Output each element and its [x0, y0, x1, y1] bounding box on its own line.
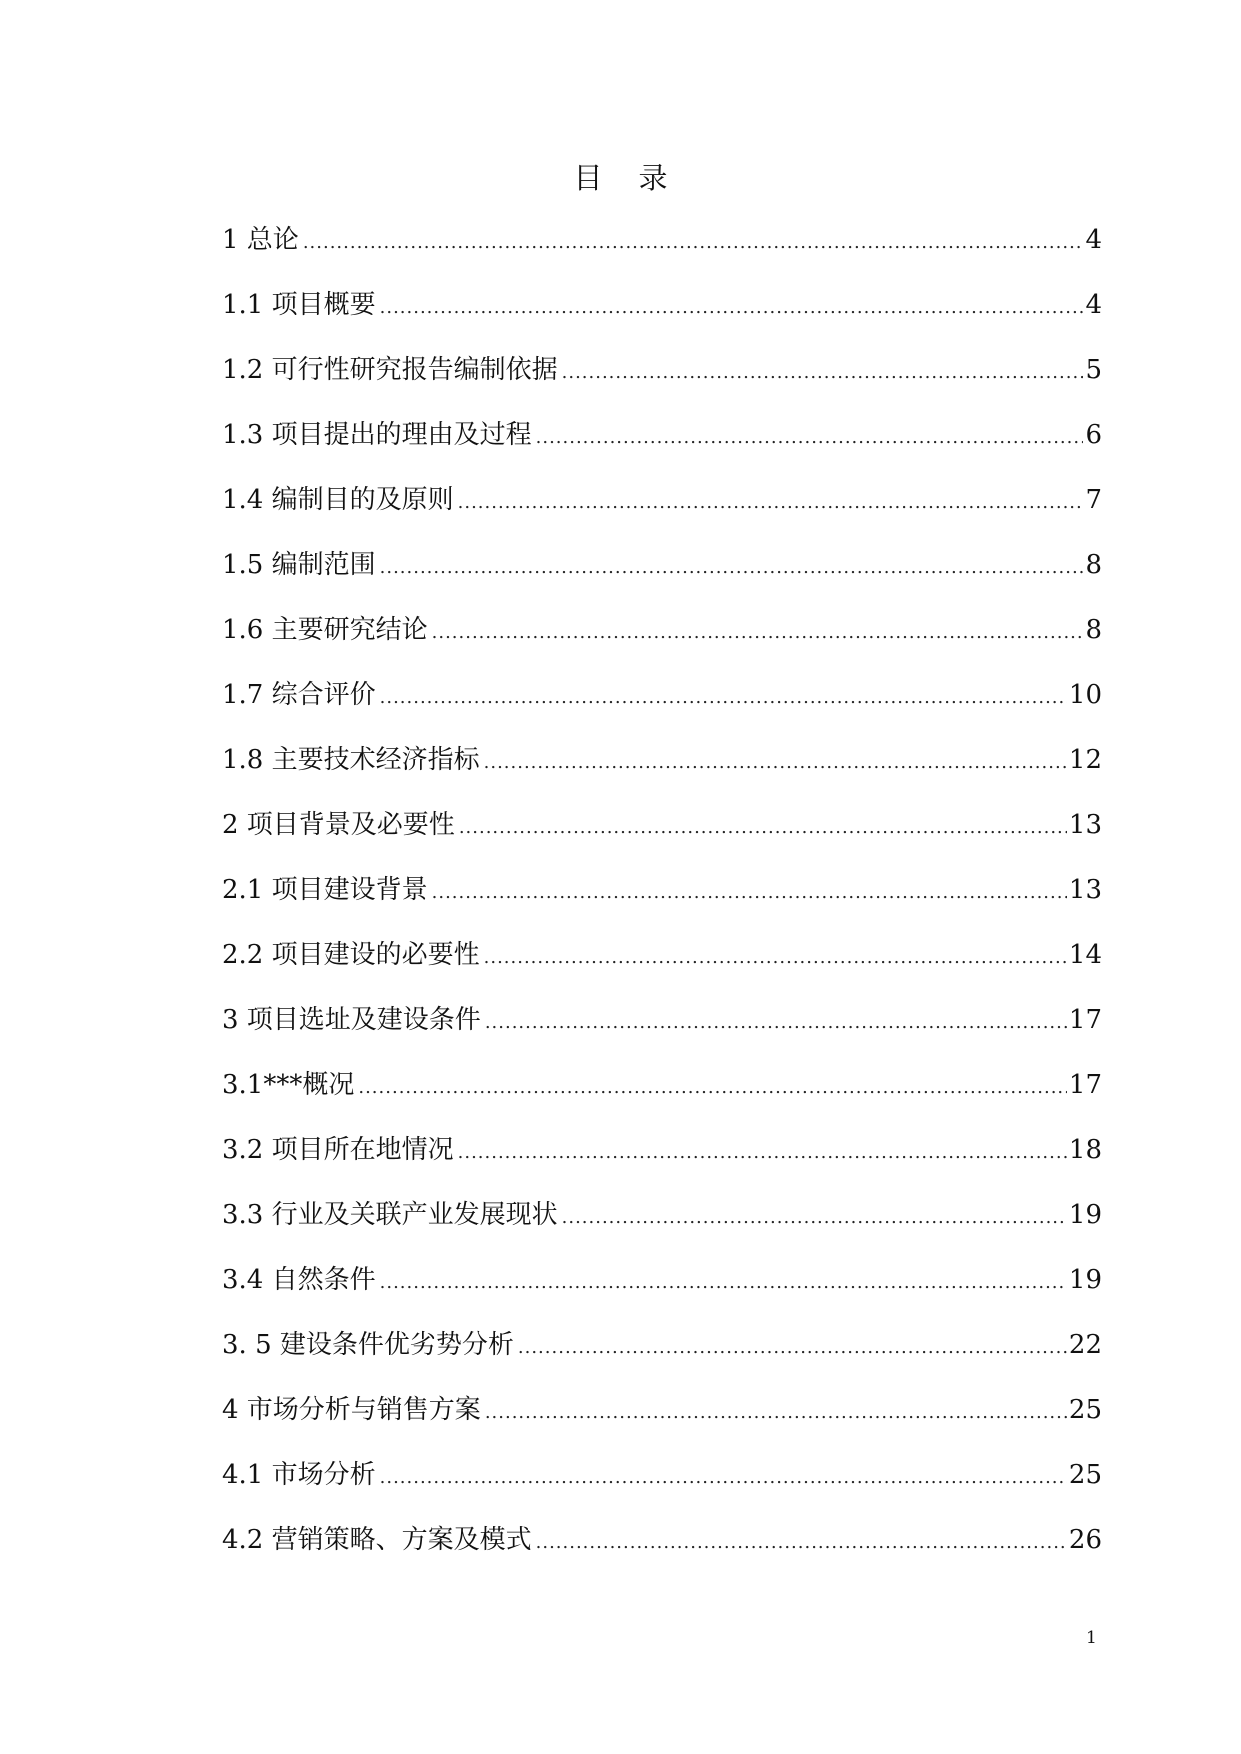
toc-entry-label: 1 总论 — [222, 225, 299, 255]
page-title-part-1: 目 — [573, 161, 603, 195]
toc-dot-leader — [432, 615, 1084, 651]
toc-entry[interactable] — [222, 287, 1102, 352]
toc-dot-leader — [303, 225, 1084, 261]
toc-entry-label: 3. 5 建设条件优劣势分析 — [222, 1330, 514, 1360]
toc-entry-label: 2.2 项目建设的必要性 — [222, 940, 480, 970]
toc-entry-label: 3 项目选址及建设条件 — [222, 1005, 481, 1035]
toc-entry[interactable] — [222, 1132, 1102, 1197]
toc-entry-page: 12 — [1068, 745, 1102, 775]
toc-entry-label: 4 市场分析与销售方案 — [222, 1395, 481, 1425]
toc-entry-label: 1.6 主要研究结论 — [222, 615, 428, 645]
toc-entry-page: 25 — [1068, 1395, 1102, 1425]
toc-entry-label: 1.7 综合评价 — [222, 680, 376, 710]
toc-entry-page: 7 — [1085, 485, 1102, 515]
toc-entry-page: 4 — [1085, 290, 1102, 320]
toc-entry-page: 19 — [1068, 1265, 1102, 1295]
toc-entry-label: 3.3 行业及关联产业发展现状 — [222, 1200, 558, 1230]
toc-entry[interactable] — [222, 352, 1102, 417]
toc-entry-page: 17 — [1068, 1070, 1102, 1100]
toc-dot-leader — [485, 1005, 1067, 1041]
toc-entry[interactable] — [222, 1067, 1102, 1132]
toc-entry-page: 17 — [1068, 1005, 1102, 1035]
toc-entry-page: 13 — [1068, 810, 1102, 840]
toc-entry-label: 3.4 自然条件 — [222, 1265, 376, 1295]
toc-entry-page: 19 — [1068, 1200, 1102, 1230]
toc-dot-leader — [380, 1265, 1067, 1301]
toc-entry-label: 2 项目背景及必要性 — [222, 810, 455, 840]
toc-entry-page: 5 — [1085, 355, 1102, 385]
toc-dot-leader — [536, 1525, 1067, 1561]
toc-entry-label: 3.2 项目所在地情况 — [222, 1135, 454, 1165]
toc-entry[interactable] — [222, 1002, 1102, 1067]
toc-dot-leader — [380, 290, 1084, 326]
toc-entry-page: 4 — [1085, 225, 1102, 255]
toc-entry-page: 6 — [1085, 420, 1102, 450]
toc-entry-page: 10 — [1068, 680, 1102, 710]
toc-dot-leader — [458, 1135, 1067, 1171]
toc-entry[interactable] — [222, 547, 1102, 612]
toc-entry[interactable] — [222, 807, 1102, 872]
toc-entry[interactable] — [222, 742, 1102, 807]
toc-dot-leader — [484, 940, 1067, 976]
toc-entry-label: 1.3 项目提出的理由及过程 — [222, 420, 532, 450]
toc-entry-page: 13 — [1068, 875, 1102, 905]
toc-entry-label: 4.1 市场分析 — [222, 1460, 376, 1490]
toc-entry-page: 26 — [1068, 1525, 1102, 1555]
toc-entry-label: 2.1 项目建设背景 — [222, 875, 428, 905]
toc-entry[interactable] — [222, 1197, 1102, 1262]
toc-dot-leader — [358, 1070, 1067, 1106]
toc-entry-page: 14 — [1068, 940, 1102, 970]
toc-dot-leader — [459, 810, 1067, 846]
toc-dot-leader — [432, 875, 1067, 911]
toc-entry-label: 1.5 编制范围 — [222, 550, 376, 580]
toc-entry-label: 1.8 主要技术经济指标 — [222, 745, 480, 775]
toc-entry-label: 4.2 营销策略、方案及模式 — [222, 1525, 532, 1555]
toc-entry-page: 25 — [1068, 1460, 1102, 1490]
toc-entry-page: 8 — [1085, 550, 1102, 580]
toc-dot-leader — [562, 355, 1084, 391]
toc-entry-page: 8 — [1085, 615, 1102, 645]
toc-entry[interactable] — [222, 482, 1102, 547]
page-title-part-2: 录 — [638, 161, 668, 195]
toc-entry-label: 1.2 可行性研究报告编制依据 — [222, 355, 558, 385]
toc-entry-label: 1.1 项目概要 — [222, 290, 376, 320]
toc-dot-leader — [380, 1460, 1067, 1496]
toc-entry[interactable] — [222, 1262, 1102, 1327]
toc-entry[interactable] — [222, 1457, 1102, 1522]
toc-entry[interactable] — [222, 1392, 1102, 1457]
toc-entry-label: 1.4 编制目的及原则 — [222, 485, 454, 515]
toc-entry-page: 18 — [1068, 1135, 1102, 1165]
toc-entry[interactable] — [222, 677, 1102, 742]
toc-entry-label: 3.1***概况 — [222, 1070, 355, 1100]
toc-dot-leader — [380, 680, 1067, 716]
toc-entry[interactable] — [222, 612, 1102, 677]
toc-dot-leader — [518, 1330, 1067, 1366]
table-of-contents — [222, 222, 1102, 1587]
toc-entry[interactable] — [222, 872, 1102, 937]
toc-entry[interactable] — [222, 937, 1102, 1002]
toc-entry[interactable] — [222, 1327, 1102, 1392]
page-number: 1 — [1086, 1628, 1097, 1648]
toc-entry[interactable] — [222, 222, 1102, 287]
toc-entry[interactable] — [222, 417, 1102, 482]
toc-dot-leader — [485, 1395, 1067, 1431]
toc-dot-leader — [458, 485, 1084, 521]
toc-entry-page: 22 — [1068, 1330, 1102, 1360]
toc-dot-leader — [380, 550, 1084, 586]
page-title — [0, 160, 1241, 196]
toc-dot-leader — [562, 1200, 1067, 1236]
toc-dot-leader — [484, 745, 1067, 781]
toc-dot-leader — [536, 420, 1084, 456]
toc-entry[interactable] — [222, 1522, 1102, 1587]
